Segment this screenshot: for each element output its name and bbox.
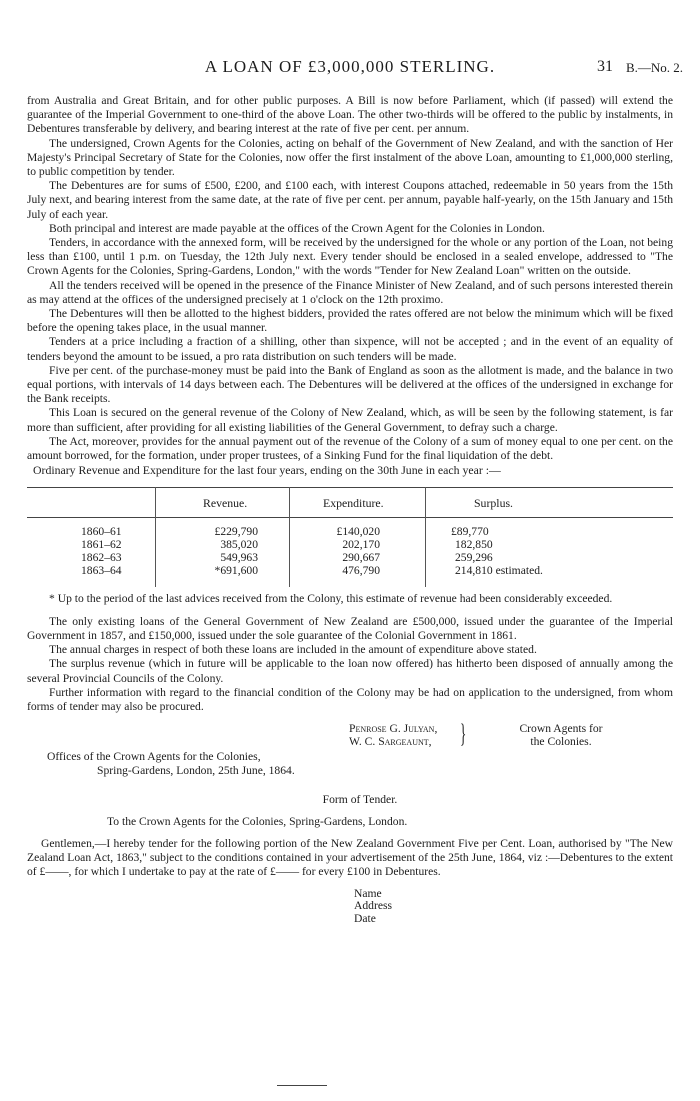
- table-cell-surplus: 259,296: [455, 551, 493, 565]
- paragraph: This Loan is secured on the general revenue of the Colony of New Zealand, which, as will be seen by the following statement, is far more than sufficient, after providing for all existing liabilities of the General Government, to defray such a charge.: [27, 406, 673, 434]
- table-cell-year: 1862–63: [81, 551, 122, 565]
- paragraph: Five per cent. of the purchase-money must be paid into the Bank of England as soon as the allotment is made, and the balance in two equal portions, with intervals of 14 days between each. The Debentures will be delivered at the offices of the undersigned in exchange for the Bank receipts.: [27, 363, 673, 406]
- column-header-surplus: Surplus.: [474, 496, 514, 511]
- running-title: A LOAN OF £3,000,000 STERLING.: [204, 57, 496, 76]
- form-field-address: Address: [354, 899, 392, 913]
- table-cell-expenditure: 290,667: [342, 551, 380, 565]
- paragraph: The Debentures are for sums of £500, £200, and £100 each, with interest Coupons attached, redeemable in 50 years from the 15th July next, and bearing interest from the same date, at the rate of five per cent. per annum, payable half-yearly, on the 15th January and 15th July of each year.: [27, 179, 673, 221]
- table-rule-header: [27, 517, 673, 518]
- form-fields: [27, 888, 673, 926]
- table-cell-revenue: 385,020: [220, 538, 258, 552]
- paragraph: All the tenders received will be opened in the presence of the Finance Minister of New Zealand, and of such persons interested therein as may attend at the offices of the undersigned precisely at 1 o'clock on the 12th proximo.: [27, 278, 673, 306]
- brace-glyph: }: [460, 719, 467, 749]
- page-number: 31: [597, 58, 613, 75]
- signatory-name: W. C. Sargeaunt,: [349, 735, 432, 749]
- table-column-divider: [155, 487, 156, 587]
- table-cell-surplus: £89,770: [451, 525, 489, 539]
- signatory-names: [349, 719, 469, 749]
- form-field-date: Date: [354, 912, 376, 926]
- paragraph: The only existing loans of the General Government of New Zealand are £500,000, issued under the guarantee of the Imperial Government in 1857, and £150,000, issued under the sole guarantee of the Colonial Government in 1861.: [27, 614, 673, 642]
- table-cell-expenditure: 202,170: [342, 538, 380, 552]
- table-caption: Ordinary Revenue and Expenditure for the last four years, ending on the 30th June in each year :—: [33, 463, 501, 478]
- role-line: Crown Agents for: [519, 722, 603, 736]
- paragraph: Tenders at a price including a fraction of a shilling, other than sixpence, will not be accepted ; and in the event of an equality of tenders beyond the amount to be issued, a pro rata distribution on such tenders will be made.: [27, 335, 673, 363]
- signature-block: [27, 719, 673, 750]
- table-column-divider: [289, 487, 290, 587]
- table-column-divider: [425, 487, 426, 587]
- form-body: Gentlemen,—I hereby tender for the following portion of the New Zealand Government Five per Cent. Loan, authorised by "The New Zealand Loan Act, 1863," subject to the conditions contained in your advertisement of the 25th June, 1864, viz :—Debentures to the extent of £——, for which I undertake to pay at the rate of £—— for every £100 in Debentures.: [27, 836, 673, 879]
- table-cell-surplus: 214,810 estimated.: [455, 564, 543, 578]
- signatory-name: Penrose G. Julyan,: [349, 722, 438, 736]
- column-header-expenditure: Expenditure.: [323, 496, 384, 511]
- table-cell-expenditure: £140,020: [336, 525, 380, 539]
- form-field-name: Name: [354, 886, 382, 900]
- paragraph: from Australia and Great Britain, and for other public purposes. A Bill is now before Parliament, which (if passed) will extend the guarantee of the Imperial Government to one-third of the above Loan. The other two-thirds will be offered to the public by instalments, in Debentures transferable by delivery, and bearing interest at the rate of five per cent. per annum.: [27, 94, 673, 136]
- table-cell-year: 1861–62: [81, 538, 122, 552]
- offices-line: Offices of the Crown Agents for the Colonies,: [47, 750, 261, 764]
- paragraph: Tenders, in accordance with the annexed form, will be received by the undersigned for the whole or any portion of the Loan, not being less than £100, until 1 p.m. on Tuesday, the 12th July next. Every tender should be enclosed in a sealed envelope, addressed to "The Crown Agents for the Colonies, Spring-Gardens, London," with the words "Tender for New Zealand Loan" written on the outside.: [27, 236, 673, 278]
- table-cell-year: 1860–61: [81, 525, 122, 539]
- role-line: the Colonies.: [530, 735, 592, 749]
- paper-reference: B.—No. 2.: [626, 60, 684, 75]
- signatory-role: [471, 722, 651, 748]
- form-address: To the Crown Agents for the Colonies, Spring-Gardens, London.: [107, 814, 408, 828]
- offices-address: [27, 750, 673, 778]
- document-body: [27, 94, 673, 926]
- paragraph: The Act, moreover, provides for the annual payment out of the revenue of the Colony of a sum of money equal to one per cent. on the amount borrowed, for the formation, under proper trustees, of a Sinking Fund for the final liquidation of the debt.: [27, 434, 673, 463]
- table-rule-top: [27, 487, 673, 488]
- offices-line: Spring-Gardens, London, 25th June, 1864.: [97, 764, 295, 778]
- form-title: Form of Tender.: [322, 792, 398, 806]
- paragraph: The annual charges in respect of both these loans are included in the amount of expenditure above stated.: [49, 643, 537, 657]
- paragraph: The Debentures will then be allotted to the highest bidders, provided the rates offered are not below the minimum which will be fixed before the opening takes place, in the usual manner.: [27, 307, 673, 335]
- table-cell-year: 1863–64: [81, 564, 122, 578]
- table-cell-revenue: *691,600: [214, 564, 258, 578]
- table-cell-revenue: £229,790: [214, 525, 258, 539]
- table-cell-revenue: 549,963: [220, 551, 258, 565]
- paragraph: The surplus revenue (which in future will be applicable to the loan now offered) has hitherto been disposed of annually among the several Provincial Councils of the Colony.: [27, 657, 673, 685]
- table-cell-expenditure: 476,790: [342, 564, 380, 578]
- column-header-revenue: Revenue.: [203, 496, 248, 511]
- page-header: [0, 57, 700, 79]
- paragraph: The undersigned, Crown Agents for the Colonies, acting on behalf of the Government of New Zealand, and with the sanction of Her Majesty's Principal Secretary of State for the Colonies, now offer the first instalment of the above Loan, amounting to £1,000,000 sterling, to public competition by tender.: [27, 136, 673, 179]
- end-rule: [277, 1085, 327, 1086]
- table-cell-surplus: 182,850: [455, 538, 493, 552]
- paragraph: Further information with regard to the financial condition of the Colony may be had on application to the undersigned, from whom forms of tender may also be procured.: [27, 685, 673, 713]
- paragraph: Both principal and interest are made payable at the offices of the Crown Agent for the Colonies in London.: [49, 221, 545, 235]
- footnote: * Up to the period of the last advices received from the Colony, this estimate of revenue had been considerably exceeded.: [49, 592, 613, 606]
- revenue-table: [27, 487, 673, 587]
